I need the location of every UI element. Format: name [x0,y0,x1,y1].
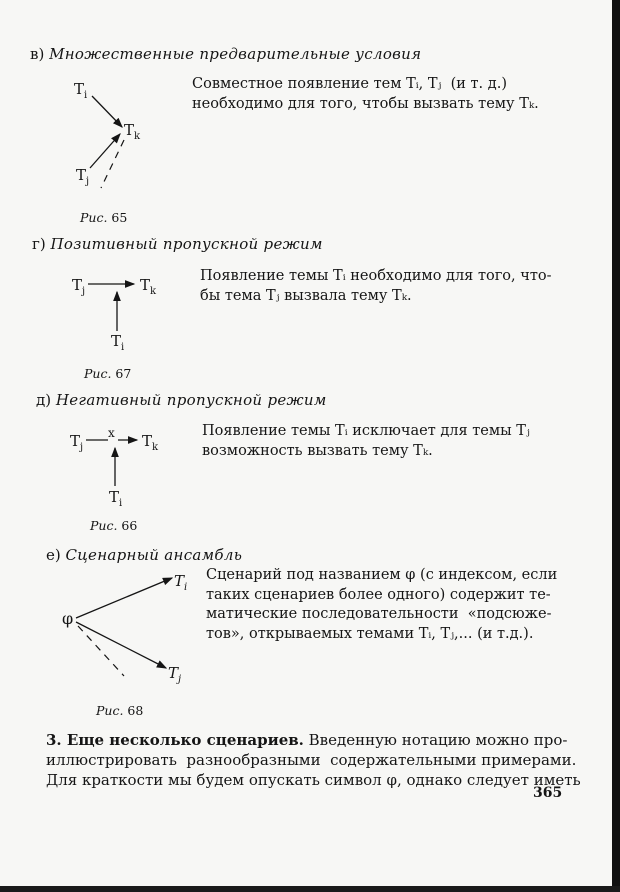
fig65-arrow-tj-tk [90,134,120,168]
fig68-node-ti: $T_i$ [174,572,188,593]
fig65-node-tk: $T_k$ [124,121,141,142]
section-marker: в) [30,45,45,63]
section-heading-g [32,235,323,253]
section-d-text: Появление темы Tᵢ исключает для темы Tⱼ возможность вызвать тему Tₖ. [202,423,530,459]
fig66-node-tk: $T_k$ [142,432,159,453]
figure-caption-68: Рис. 68 [96,703,144,718]
fig66-cross-mark: x [108,426,115,440]
fig67-node-tj: $T_j$ [72,276,86,297]
fig68-arrow-phi-tj [76,622,166,668]
figure-caption-65: Рис. 65 [80,210,128,225]
fig68-node-phi: φ [62,609,74,628]
section-title: Негативный пропускной режим [55,391,327,409]
section-heading-v [30,45,421,63]
fig65-dashed-line [101,140,124,188]
section-title: Позитивный пропускной режим [50,235,323,253]
section-title: Множественные предварительные условия [49,45,422,63]
page-number: 365 [533,785,563,801]
section-title: Сценарный ансамбль [65,546,243,564]
fig67-node-ti: $T_i$ [111,332,125,353]
fig65-node-tj: $T_j$ [76,166,90,187]
section-heading-e [46,546,242,564]
fig66-node-ti: $T_i$ [109,488,123,509]
fig65-arrow-ti-tk [92,96,122,127]
section-v-text: Совместное появление тем Tᵢ, Tⱼ (и т. д.) необходимо для того, чтобы вызвать тему Tₖ. [192,76,539,112]
section-g-text: Появление темы Tᵢ необходимо для того, что- бы тема Tⱼ вызвала тему Tₖ. [200,268,552,304]
fig67-node-tk: $T_k$ [140,276,157,297]
section-e-text: Сценарий под названием φ (с индексом, если таких сценариев более одного) содержит те- матические последовательности «подсюже- тов», открываемых темами Tᵢ, Tⱼ,... (и т.д.). [206,567,558,642]
section-heading-d [36,391,327,409]
fig68-dashed-line [78,626,124,676]
figure-caption-66: Рис. 66 [90,518,138,533]
body-paragraph: 3. Еще несколько сценариев. Введенную нотацию можно про- иллюстрировать разнообразными содержательными примерами. Для краткости мы будем опускать символ φ, однако следует иметь [46,731,581,789]
fig68-node-tj: $T_j$ [168,664,182,685]
fig68-arrow-phi-ti [76,578,172,618]
figure-caption-67: Рис. 67 [84,366,132,381]
section-marker: е) [46,546,61,564]
section-marker: г) [32,235,46,253]
body-heading: 3. Еще несколько сценариев. [46,731,304,749]
fig65-node-ti: $T_i$ [74,80,88,101]
section-marker: д) [36,391,52,409]
fig66-node-tj: $T_j$ [70,432,84,453]
